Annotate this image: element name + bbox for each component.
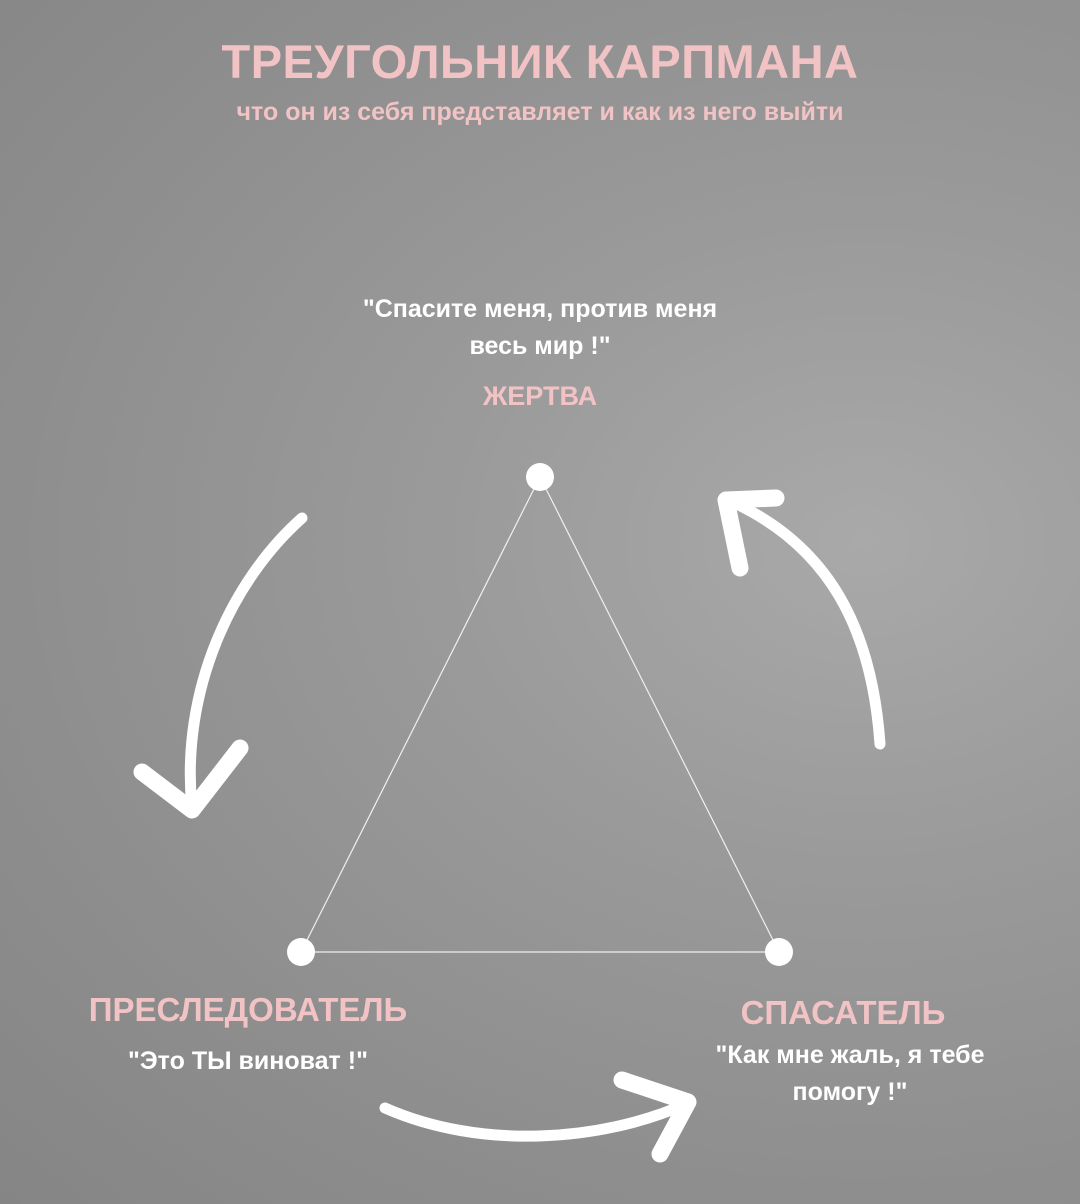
arrow-rescuer-to-victim xyxy=(726,498,880,744)
arrow-victim-to-persecutor xyxy=(142,518,302,810)
vertex-victim xyxy=(526,463,554,491)
page-title: ТРЕУГОЛЬНИК КАРПМАНА xyxy=(221,35,859,88)
rescuer-quote: "Как мне жаль, я тебе помогу !" xyxy=(715,1041,985,1106)
persecutor-label: ПРЕСЛЕДОВАТЕЛЬ xyxy=(88,991,408,1028)
rescuer-label: СПАСАТЕЛЬ xyxy=(740,994,946,1031)
arrow-persecutor-to-rescuer xyxy=(385,1080,688,1154)
triangle-edge-left xyxy=(301,477,540,952)
vertex-persecutor xyxy=(287,938,315,966)
persecutor-quote: "Это ТЫ виноват !" xyxy=(128,1047,368,1075)
victim-quote: "Спасите меня, против меня весь мир !" xyxy=(362,295,718,360)
vertex-rescuer xyxy=(765,938,793,966)
page-subtitle: что он из себя представляет и как из него выйти xyxy=(236,98,844,126)
victim-label: ЖЕРТВА xyxy=(482,381,598,411)
